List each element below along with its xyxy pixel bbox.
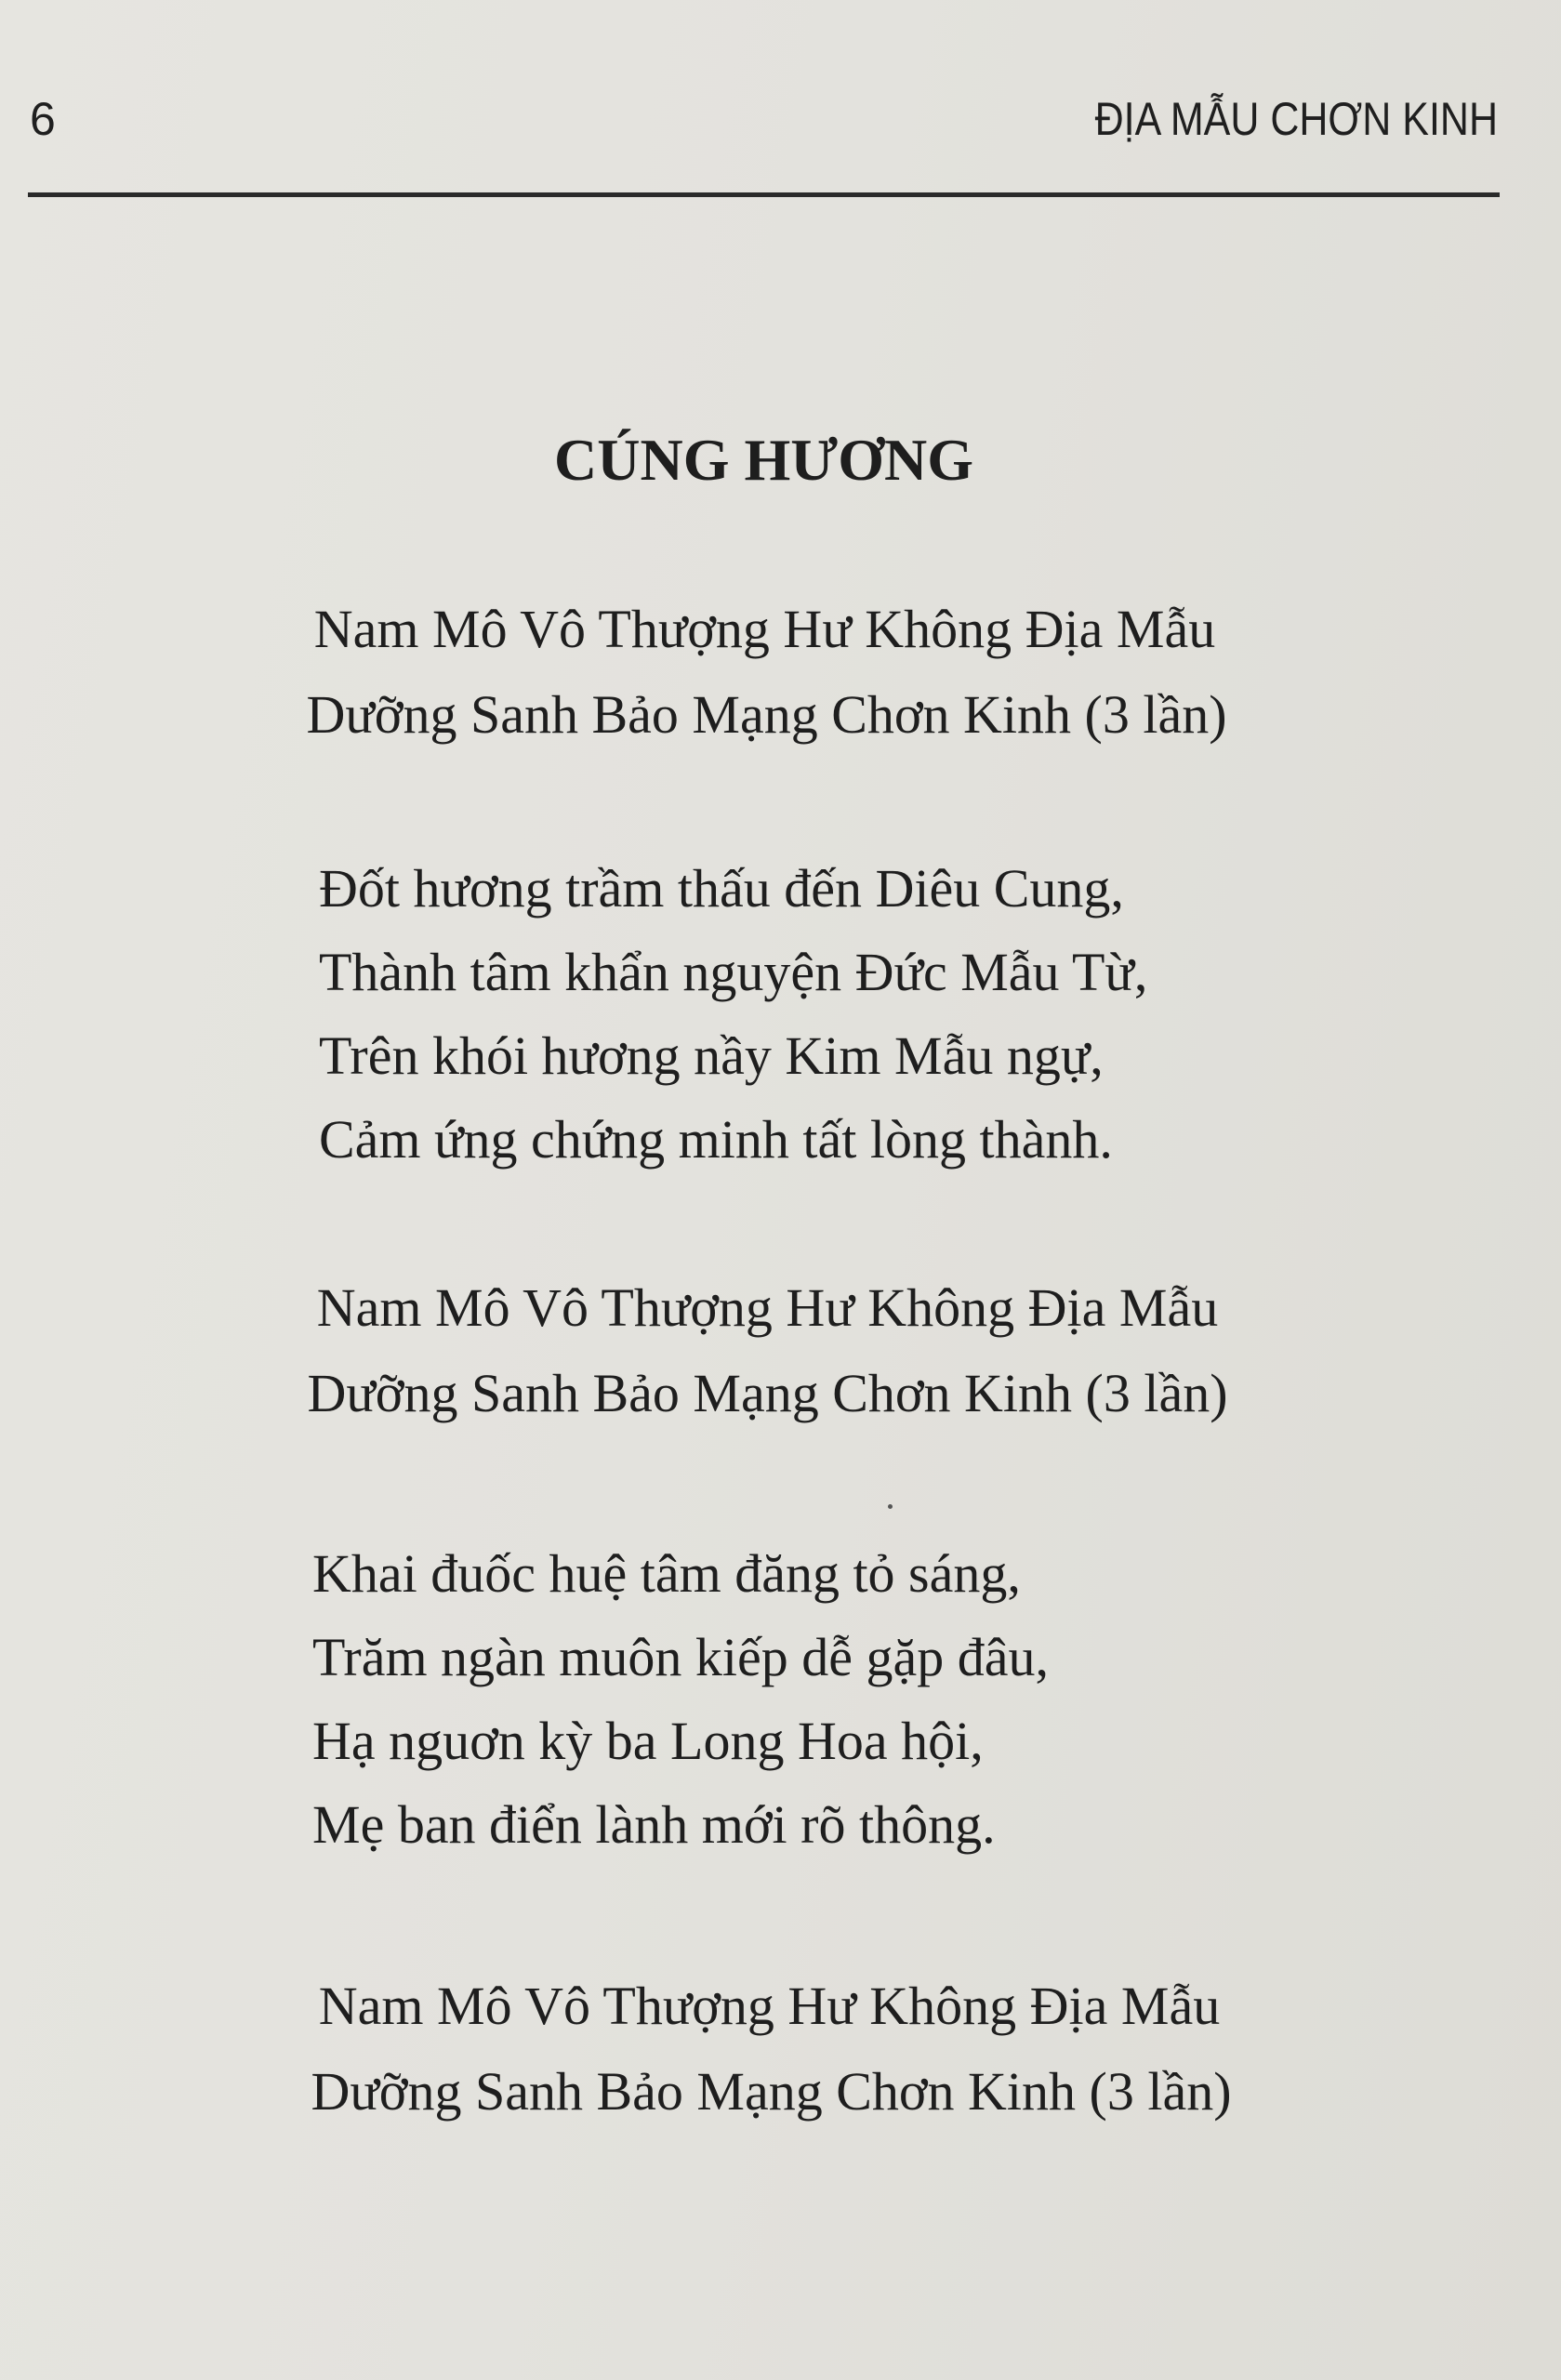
invocation-line: Dưỡng Sanh Bảo Mạng Chơn Kinh (3 lần) bbox=[311, 2061, 1232, 2122]
header-rule bbox=[28, 192, 1500, 197]
print-speck bbox=[888, 1504, 893, 1509]
page-number: 6 bbox=[30, 93, 56, 145]
invocation-line: Nam Mô Vô Thượng Hư Không Địa Mẫu bbox=[318, 1976, 1221, 2036]
invocation-2 bbox=[0, 1265, 1561, 1436]
invocation-1 bbox=[0, 587, 1561, 758]
invocation-line: Nam Mô Vô Thượng Hư Không Địa Mẫu bbox=[313, 599, 1216, 659]
verse-line: Hạ nguơn kỳ ba Long Hoa hội, bbox=[312, 1711, 984, 1771]
section-title: CÚNG HƯƠNG bbox=[554, 427, 973, 493]
verse-line: Khai đuốc huệ tâm đăng tỏ sáng, bbox=[312, 1543, 1021, 1604]
invocation-3 bbox=[0, 1964, 1561, 2135]
verse-line: Đốt hương trầm thấu đến Diêu Cung, bbox=[319, 858, 1124, 919]
running-title: ĐỊA MẪU CHƠN KINH bbox=[1094, 93, 1498, 145]
invocation-line: Nam Mô Vô Thượng Hư Không Địa Mẫu bbox=[316, 1277, 1219, 1338]
invocation-line: Dưỡng Sanh Bảo Mạng Chơn Kinh (3 lần) bbox=[306, 684, 1227, 745]
invocation-line: Dưỡng Sanh Bảo Mạng Chơn Kinh (3 lần) bbox=[307, 1363, 1228, 1423]
verse-line: Cảm ứng chứng minh tất lòng thành. bbox=[319, 1109, 1113, 1170]
stanza-1 bbox=[319, 847, 1147, 1182]
stanza-2 bbox=[312, 1532, 1049, 1867]
verse-line: Trên khói hương nầy Kim Mẫu ngự, bbox=[319, 1025, 1104, 1086]
verse-line: Trăm ngàn muôn kiếp dễ gặp đâu, bbox=[312, 1627, 1050, 1687]
verse-line: Mẹ ban điển lành mới rõ thông. bbox=[312, 1794, 996, 1855]
verse-line: Thành tâm khẩn nguyện Đức Mẫu Từ, bbox=[319, 942, 1148, 1002]
